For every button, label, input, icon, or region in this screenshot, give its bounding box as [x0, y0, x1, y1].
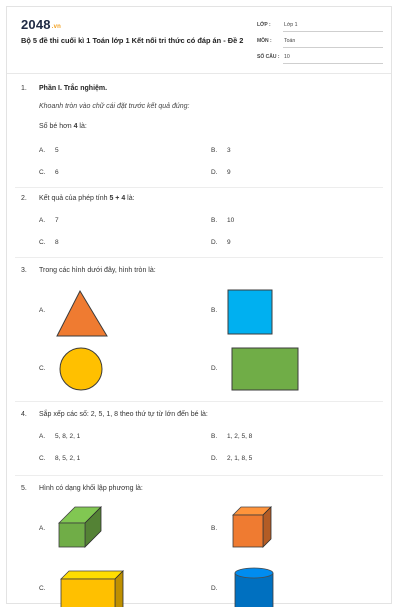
square-shape[interactable]	[227, 289, 275, 337]
logo-text: 2048	[21, 17, 51, 32]
meta-value: Toán	[284, 38, 296, 44]
prompt-suffix: là:	[77, 123, 87, 130]
option-letter[interactable]: B.	[211, 217, 218, 224]
prompt-emphasis: 4	[73, 123, 78, 130]
cuboid-front	[59, 523, 85, 547]
option-letter[interactable]: C.	[39, 365, 46, 372]
cube-front	[233, 515, 263, 547]
section-heading: Phần I. Trắc nghiệm.	[39, 85, 108, 92]
option-letter[interactable]: A.	[39, 433, 46, 440]
option-letter[interactable]: C.	[39, 455, 46, 462]
box-top	[61, 571, 123, 579]
option-letter[interactable]: B.	[211, 147, 218, 154]
question-number: 2.	[21, 195, 27, 202]
circle-fill	[60, 348, 102, 390]
triangle-shape[interactable]	[55, 289, 111, 339]
prompt-emphasis: 5 + 4	[109, 195, 126, 202]
document-header	[7, 7, 391, 71]
option-text[interactable]: 9	[227, 239, 231, 246]
question-number: 1.	[21, 85, 27, 92]
cylinder-shape[interactable]	[233, 567, 277, 607]
meta-value: 10	[284, 54, 290, 60]
question-number: 3.	[21, 267, 27, 274]
option-letter[interactable]: A.	[39, 525, 46, 532]
option-text[interactable]: 5	[55, 147, 59, 154]
instruction-text: Khoanh tròn vào chữ cái đặt trước kết quả đúng:	[39, 103, 190, 110]
triangle-fill	[57, 291, 107, 336]
question-prompt: Sắp xếp các số: 2, 5, 1, 8 theo thứ tự từ lớn đến bé là:	[39, 411, 208, 418]
option-letter[interactable]: B.	[211, 525, 218, 532]
option-letter[interactable]: D.	[211, 239, 218, 246]
meta-class	[257, 19, 383, 35]
circle-shape[interactable]	[59, 347, 105, 393]
option-letter[interactable]: D.	[211, 585, 218, 592]
option-letter[interactable]: D.	[211, 169, 218, 176]
site-logo[interactable]	[21, 17, 61, 32]
prompt-prefix: Kết quả của phép tính	[39, 195, 110, 202]
question-divider	[15, 187, 383, 188]
option-text[interactable]: 2, 1, 8, 5	[227, 455, 253, 462]
question-divider	[15, 257, 383, 258]
rectangle-fill	[232, 348, 298, 390]
option-letter[interactable]: A.	[39, 147, 46, 154]
meta-label: SỐ CÂU :	[257, 54, 280, 60]
question-number: 4.	[21, 411, 27, 418]
option-letter[interactable]: B.	[211, 307, 218, 314]
option-text[interactable]: 1, 2, 5, 8	[227, 433, 253, 440]
option-text[interactable]: 7	[55, 217, 59, 224]
cylinder-top	[235, 568, 273, 578]
question-prompt	[39, 195, 135, 202]
option-text[interactable]: 9	[227, 169, 231, 176]
option-letter[interactable]: C.	[39, 585, 46, 592]
exam-page	[6, 6, 392, 604]
meta-label: LỚP :	[257, 22, 271, 28]
meta-underline	[283, 47, 383, 48]
question-prompt	[39, 123, 87, 130]
meta-underline	[283, 63, 383, 64]
header-divider	[7, 73, 391, 74]
question-prompt: Hình có dạng khối lập phương là:	[39, 485, 143, 492]
question-divider	[15, 401, 383, 402]
meta-value: Lớp 1	[284, 22, 298, 28]
logo-suffix: .vn	[51, 24, 62, 30]
question-divider	[15, 475, 383, 476]
option-letter[interactable]: B.	[211, 433, 218, 440]
cube-shape[interactable]	[229, 503, 277, 551]
option-letter[interactable]: D.	[211, 365, 218, 372]
meta-panel	[257, 19, 383, 67]
question-number: 5.	[21, 485, 27, 492]
option-letter[interactable]: D.	[211, 455, 218, 462]
option-text[interactable]: 5, 8, 2, 1	[55, 433, 81, 440]
box-front	[61, 579, 115, 607]
meta-subject	[257, 35, 383, 51]
option-letter[interactable]: C.	[39, 239, 46, 246]
option-text[interactable]: 6	[55, 169, 59, 176]
cuboid-shape[interactable]	[57, 503, 105, 549]
option-text[interactable]: 8	[55, 239, 59, 246]
option-letter[interactable]: C.	[39, 169, 46, 176]
option-letter[interactable]: A.	[39, 307, 46, 314]
option-text[interactable]: 10	[227, 217, 235, 224]
meta-question-count	[257, 51, 383, 67]
question-prompt: Trong các hình dưới đây, hình tròn là:	[39, 267, 156, 274]
option-text[interactable]: 3	[227, 147, 231, 154]
prompt-prefix: Số bé hơn	[39, 123, 74, 130]
box-shape[interactable]	[57, 567, 129, 607]
rectangle-shape[interactable]	[231, 347, 301, 393]
option-letter[interactable]: A.	[39, 217, 46, 224]
prompt-suffix: là:	[125, 195, 135, 202]
square-fill	[228, 290, 272, 334]
meta-underline	[283, 31, 383, 32]
meta-label: MÔN :	[257, 38, 272, 44]
document-title: Bộ 5 đề thi cuối kì 1 Toán lớp 1 Kết nối tri thức có đáp án - Đề 2	[21, 36, 244, 45]
option-text[interactable]: 8, 5, 2, 1	[55, 455, 81, 462]
